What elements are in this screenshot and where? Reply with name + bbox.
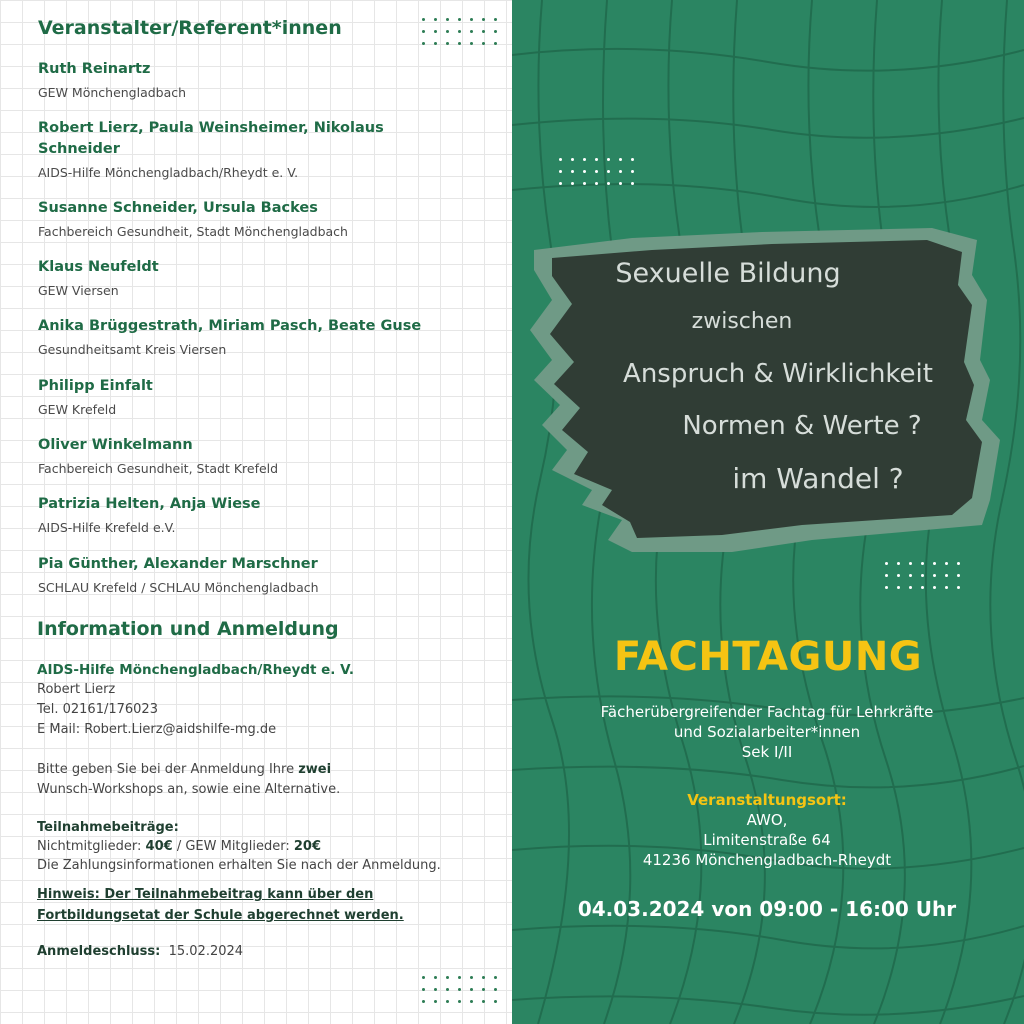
speaker-entry xyxy=(38,554,438,597)
right-panel xyxy=(512,0,1024,1024)
speaker-entry xyxy=(38,198,438,241)
speaker-name: Anika Brüggestrath, Miriam Pasch, Beate Guse xyxy=(38,318,422,334)
speaker-entry xyxy=(38,59,438,102)
speaker-entry xyxy=(38,257,438,300)
event-title: FACHTAGUNG xyxy=(613,634,923,680)
event-subtitle-line-1: Fächerübergreifender Fachtag für Lehrkräfte xyxy=(600,703,934,721)
payment-note: Die Zahlungsinformationen erhalten Sie nach der Anmeldung. xyxy=(37,858,441,873)
fee-nonmember-value: 40€ xyxy=(145,839,173,854)
speaker-entry xyxy=(38,376,438,419)
speaker-name: Ruth Reinartz xyxy=(38,61,151,77)
workshop-note-pre: Bitte geben Sie bei der Anmeldung Ihre xyxy=(37,762,299,777)
speaker-org: GEW Mönchengladbach xyxy=(38,85,187,100)
deadline xyxy=(37,942,497,962)
event-subtitle-line-3: Sek I/II xyxy=(741,743,793,761)
contact-email[interactable]: E Mail: Robert.Lierz@aidshilfe-mg.de xyxy=(37,722,277,737)
venue-line-2: Limitenstraße 64 xyxy=(703,831,831,849)
speakers-heading: Veranstalter/Referent*innen xyxy=(38,17,342,39)
contact-person: Robert Lierz xyxy=(37,682,116,697)
chalk-line-1: Sexuelle Bildung xyxy=(615,258,841,289)
venue-line-1: AWO, xyxy=(746,811,788,829)
contact-org: AIDS-Hilfe Mönchengladbach/Rheydt e. V. xyxy=(37,662,354,678)
fees-block xyxy=(37,818,497,875)
speaker-name: Klaus Neufeldt xyxy=(38,259,159,275)
dot-grid-decoration xyxy=(885,562,962,589)
venue-block xyxy=(552,790,982,870)
speaker-entry xyxy=(38,316,438,359)
workshop-note-post: Wunsch-Workshops an, sowie eine Alternative. xyxy=(37,782,341,797)
info-heading: Information und Anmeldung xyxy=(37,618,339,640)
speaker-org: GEW Viersen xyxy=(38,283,119,298)
chalk-line-4: Normen & Werte ? xyxy=(682,411,922,441)
speaker-entry xyxy=(38,118,418,182)
speaker-name: Susanne Schneider, Ursula Backes xyxy=(38,200,318,216)
fee-separator: / GEW Mitglieder: xyxy=(172,839,294,854)
deadline-label: Anmeldeschluss: xyxy=(37,944,161,959)
chalk-line-2: zwischen xyxy=(691,309,793,334)
speaker-name: Oliver Winkelmann xyxy=(38,437,193,453)
speaker-name: Robert Lierz, Paula Weinsheimer, Nikolaus Schneider xyxy=(38,120,384,157)
event-subtitle-line-2: und Sozialarbeiter*innen xyxy=(673,723,861,741)
speaker-entry xyxy=(38,494,438,537)
speaker-name: Pia Günther, Alexander Marschner xyxy=(38,556,318,572)
contact-block xyxy=(37,660,497,740)
fee-member-value: 20€ xyxy=(293,839,322,854)
event-datetime: 04.03.2024 von 09:00 - 16:00 Uhr xyxy=(577,897,957,921)
speaker-org: Fachbereich Gesundheit, Stadt Krefeld xyxy=(38,461,279,476)
workshop-note xyxy=(37,760,497,800)
venue-line-3: 41236 Mönchengladbach-Rheydt xyxy=(642,851,892,869)
fees-label: Teilnahmebeiträge: xyxy=(37,820,179,835)
event-subtitle xyxy=(552,702,982,762)
speaker-org: Gesundheitsamt Kreis Viersen xyxy=(38,342,227,357)
speaker-org: SCHLAU Krefeld / SCHLAU Mönchengladbach xyxy=(38,580,319,595)
hinweis-note: Hinweis: Der Teilnahmebeitrag kann über den Fortbildungsetat der Schule abgerechnet werden. xyxy=(37,887,404,923)
speaker-entry xyxy=(38,435,438,478)
chalk-line-3: Anspruch & Wirklichkeit xyxy=(623,359,933,389)
dot-grid-decoration xyxy=(559,158,636,185)
dot-grid-decoration xyxy=(422,18,499,45)
speaker-org: AIDS-Hilfe Mönchengladbach/Rheydt e. V. xyxy=(38,165,299,180)
speaker-org: Fachbereich Gesundheit, Stadt Mönchengladbach xyxy=(38,224,348,239)
fee-nonmember-label: Nichtmitglieder: xyxy=(37,839,146,854)
speaker-org: AIDS-Hilfe Krefeld e.V. xyxy=(38,520,176,535)
speaker-name: Philipp Einfalt xyxy=(38,378,153,394)
speaker-org: GEW Krefeld xyxy=(38,402,117,417)
contact-phone[interactable]: Tel. 02161/176023 xyxy=(37,702,158,717)
chalk-grid-background xyxy=(512,0,1024,1024)
deadline-value: 15.02.2024 xyxy=(168,944,244,959)
dot-grid-decoration xyxy=(422,976,499,1003)
venue-label: Veranstaltungsort: xyxy=(687,791,847,809)
speaker-name: Patrizia Helten, Anja Wiese xyxy=(38,496,261,512)
workshop-note-bold: zwei xyxy=(298,762,332,777)
chalk-line-5: im Wandel ? xyxy=(732,462,904,495)
